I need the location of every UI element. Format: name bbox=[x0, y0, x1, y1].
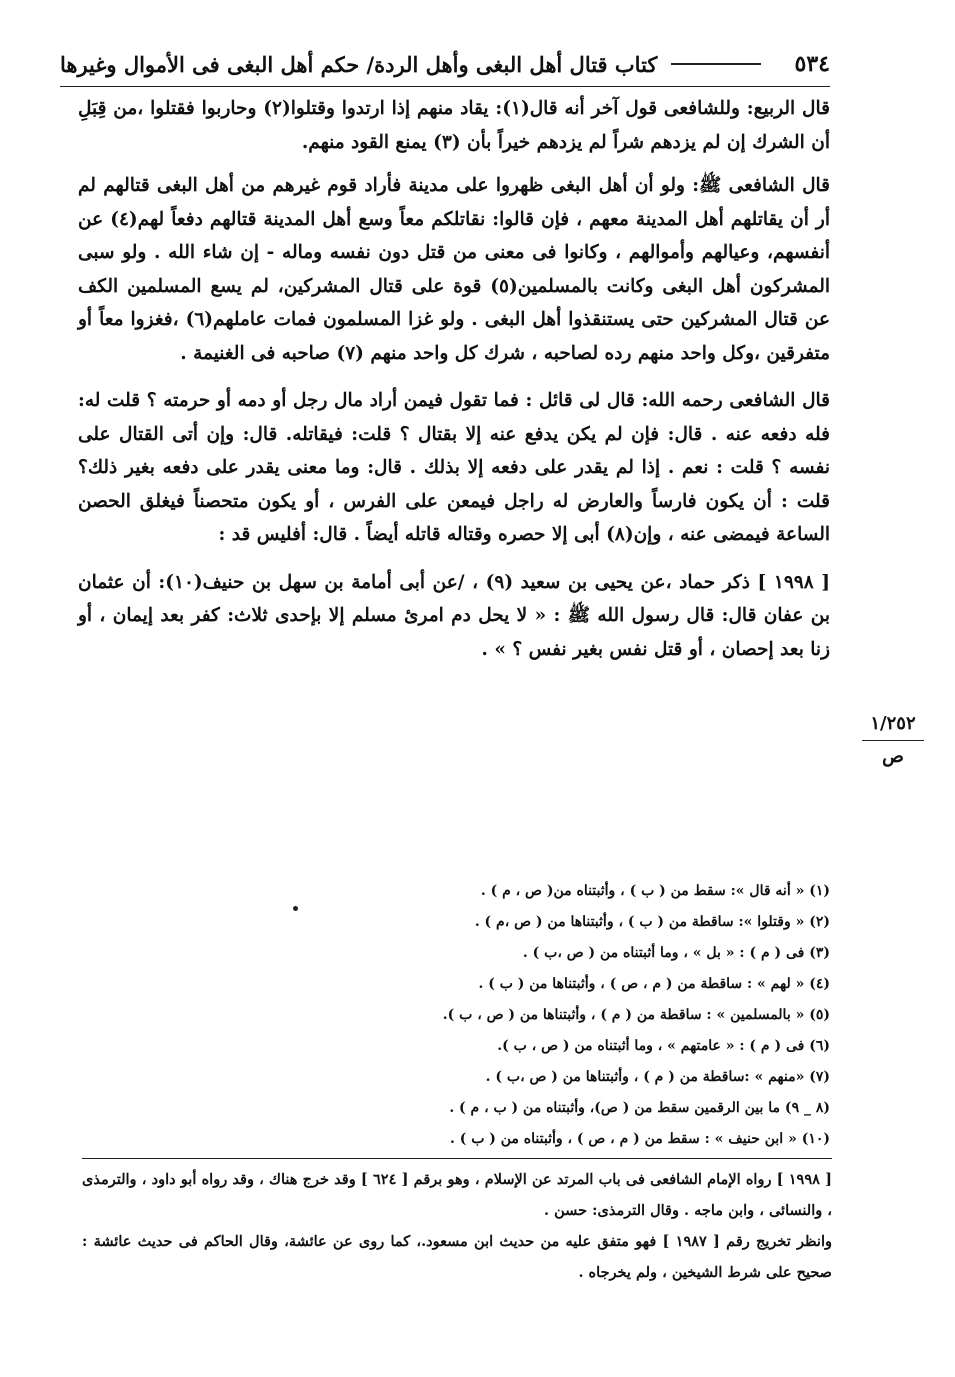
margin-page-reference bbox=[858, 712, 928, 769]
margin-rule bbox=[862, 740, 924, 741]
paragraph-hadith-1998: [ ١٩٩٨ ] ذكر حماد ،عن يحيى بن سعيد (٩) ، /عن أبى أمامة بن سهل بن حنيف(١٠): أن عثمان بن عفان قال: قال رسول الله ﷺ : « لا يحل دم امرئ مسلم إلا بإحدى ثلاث: كفر بعد إيمان ، أو زنا بعد إحصان ، أو قتل نفس بغير نفس ؟ » . bbox=[78, 571, 830, 660]
margin-reference-label: ص bbox=[882, 746, 904, 767]
paragraph-rabi: قال الربيع: وللشافعى قول آخر أنه قال(١): يقاد منهم إذا ارتدوا وقتلوا(٢) وحاربوا فقتلوا ،من قِبَلِ أن الشرك إن لم يزدهم شراً لم يزدهم خيراً بأن (٣) يمنع القود منهم. bbox=[78, 98, 830, 153]
ink-dot bbox=[293, 906, 298, 911]
margin-reference-number: ١/٢٥٢ bbox=[870, 713, 916, 734]
header-rule bbox=[671, 63, 761, 65]
footnote: (٦) فى ( م ) : « عامتهم » ، وما أثبتناه من ( ص ، ب ). bbox=[497, 1038, 830, 1054]
footnote: (١٠) « ابن حنيف » : سقط من ( م ، ص ) ، وأثبتناه من ( ب ) . bbox=[449, 1131, 830, 1147]
takhrij-separator bbox=[82, 1158, 832, 1159]
page-number: ٥٣٤ bbox=[794, 51, 830, 77]
running-title: كتاب قتال أهل البغى وأهل الردة/ حكم أهل البغى فى الأموال وغيرها bbox=[60, 51, 658, 77]
footnote: (٤) « لهم » : ساقطة من ( م ، ص ) ، وأثبتناها من ( ب ) . bbox=[478, 976, 830, 992]
paragraph-shafii-dialogue: قال الشافعى رحمه الله: قال لى قائل : فما تقول فيمن أراد مال رجل أو دمه أو حرمته ؟ قلت له: فله دفعه عنه . قال: فإن لم يكن يدفع عنه إلا بقتال ؟ قلت: فيقاتله. قال: وإن أتى القتال على نفسه ؟ قلت : نعم . إذا لم يقدر على دفعه إلا بذلك . قال: وما معنى يقدر على دفعه بغير ذلك؟ قلت : أن يكون فارساً والعارض له راجل فيمعن على الفرس ، أو يكون متحصناً فيغلق الحصن الساعة فيمضى عنه ، وإن(٨) أبى إلا حصره وقتاله قاتله أيضاً . قال: أفليس قد : bbox=[78, 390, 830, 545]
footnote: (٨ _ ٩) ما بين الرقمين سقط من ( ص)، وأثبتناه من ( ب ، م ) . bbox=[449, 1100, 830, 1116]
footnotes bbox=[300, 876, 830, 1155]
takhrij-note-see-also: وانظر تخريج رقم [ ١٩٨٧ ] فهو متفق عليه من حديث ابن مسعود.، كما روى عن عائشة، وقال الحاكم فى حديث عائشة : صحيح على شرط الشيخين ، ولم يخرجاه . bbox=[82, 1233, 832, 1281]
footnote: (٣) فى ( م ) : « بل » ، وما أثبتناه من ( ص ،ب ) . bbox=[522, 945, 830, 961]
takhrij-notes bbox=[82, 1164, 832, 1288]
footnote: (٧) «منهم » :ساقطة من ( م ) ، وأثبتناها من ( ص ،ب ) . bbox=[485, 1069, 830, 1085]
takhrij-note-1998: [ ١٩٩٨ ] رواه الإمام الشافعى فى باب المرتد عن الإسلام ، وهو برقم [ ٦٢٤ ] وقد خرج هناك ، وقد رواه أبو داود ، والترمذى ، والنسائى ، وابن ماجه . وقال الترمذى: حسن . bbox=[82, 1171, 832, 1219]
page-header bbox=[60, 42, 830, 87]
main-text bbox=[78, 92, 830, 680]
footnote: (٥) « بالمسلمين » : ساقطة من ( م ) ، وأثبتناها من ( ص ، ب ). bbox=[442, 1007, 830, 1023]
paragraph-shafii-bughat: قال الشافعى ﷺ: ولو أن أهل البغى ظهروا على مدينة فأراد قوم غيرهم من أهل البغى قتالهم لم أر أن يقاتلهم أهل المدينة معهم ، فإن قالوا: نقاتلكم معاً وسع أهل المدينة قتالهم دفعاً لهم(٤) عن أنفسهم، وعيالهم وأموالهم ، وكانوا فى معنى من قتل دون نفسه وماله - إن شاء الله . ولو سبى المشركون أهل البغى وكانت بالمسلمين(٥) قوة على قتال المشركين، لم يسع المسلمين الكف عن قتال المشركين حتى يستنقذوا أهل البغى . ولو غزا المسلمون فمات عاملهم(٦) ،فغزوا معاً أو متفرقين ،وكل واحد منهم رده لصاحبه ، شرك كل واحد منهم (٧) صاحبه فى الغنيمة . bbox=[78, 175, 830, 364]
footnote: (١) « أنه قال »: سقط من ( ب ) ، وأثبتناه من( ص ، م ) . bbox=[480, 883, 830, 899]
footnote: (٢) « وقتلوا »: ساقطة من ( ب ) ، وأثبتناها من ( ص ،م ) . bbox=[474, 914, 830, 930]
